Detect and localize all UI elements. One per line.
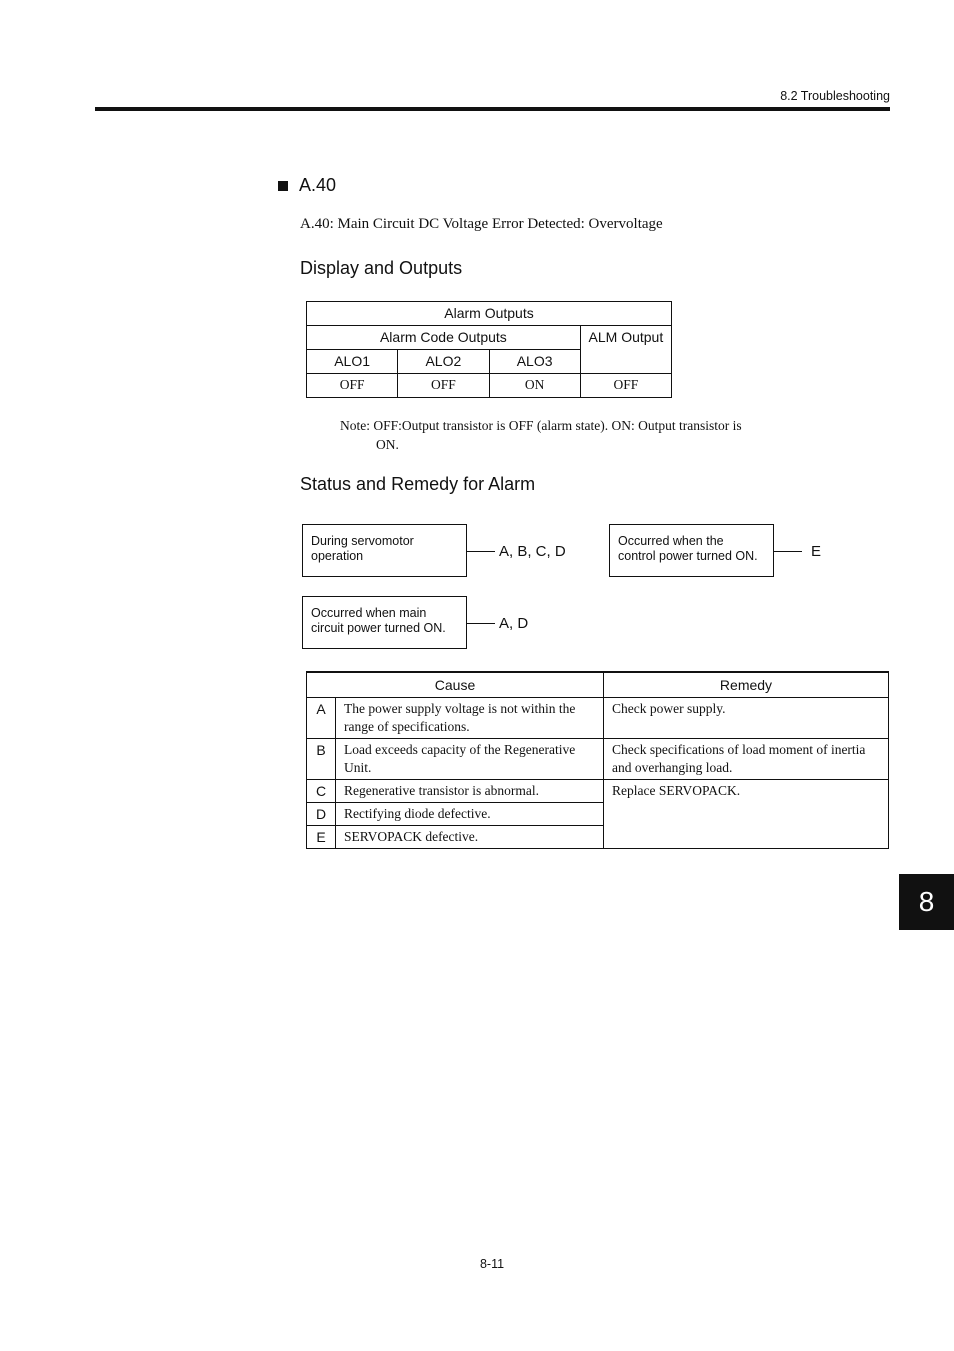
cause-letter: E: [307, 826, 336, 849]
header-rule: [95, 107, 890, 111]
connector-line: [467, 623, 495, 624]
connector-line: [467, 551, 495, 552]
running-header: 8.2 Troubleshooting: [780, 89, 890, 103]
status-box-control-power: [609, 524, 774, 577]
table-row: [307, 698, 889, 739]
alarm-outputs-header: Alarm Outputs: [307, 302, 672, 326]
status-box-text-line: control power turned ON.: [618, 549, 758, 563]
status-tag-servomotor: A, B, C, D: [499, 543, 566, 560]
status-box-text-line: Occurred when the: [618, 534, 724, 548]
remedy-header: Remedy: [604, 672, 889, 698]
status-box-text-line: During servomotor: [311, 534, 414, 548]
cause-text: The power supply voltage is not within the range of specifications.: [336, 698, 604, 739]
status-tag-control-power: E: [811, 543, 822, 560]
status-remedy-heading: Status and Remedy for Alarm: [300, 474, 536, 494]
status-box-text-line: circuit power turned ON.: [311, 621, 446, 635]
alarm-outputs-table: [306, 301, 672, 398]
alarm-code-outputs-header: Alarm Code Outputs: [307, 326, 581, 350]
alarm-code: A.40: [299, 175, 337, 195]
cause-text: Rectifying diode defective.: [336, 803, 604, 826]
column-header-alo2: ALO2: [398, 350, 489, 374]
status-box-text-line: operation: [311, 549, 364, 563]
cause-letter: C: [307, 780, 336, 803]
status-box-servomotor-operation: [302, 524, 467, 577]
cause-letter: A: [307, 698, 336, 739]
cause-header: Cause: [307, 672, 604, 698]
value-alo3: ON: [489, 374, 580, 398]
note-line-1: Note: OFF:Output transistor is OFF (alarm state). ON: Output transistor is: [340, 418, 742, 433]
status-tag-main-circuit: A, D: [499, 615, 529, 632]
cause-text: SERVOPACK defective.: [336, 826, 604, 849]
cause-letter: B: [307, 739, 336, 780]
page-number: 8-11: [479, 1257, 505, 1271]
value-alo2: OFF: [398, 374, 489, 398]
value-alm: OFF: [580, 374, 671, 398]
connector-line: [774, 551, 802, 552]
column-header-alo1: ALO1: [307, 350, 398, 374]
table-row: [307, 739, 889, 780]
cause-letter: D: [307, 803, 336, 826]
column-header-alo3: ALO3: [489, 350, 580, 374]
outputs-note: [340, 416, 780, 454]
remedy-text: Check power supply.: [604, 698, 889, 739]
note-line-2: ON.: [376, 437, 399, 452]
cause-text: Regenerative transistor is abnormal.: [336, 780, 604, 803]
alarm-title: A.40: Main Circuit DC Voltage Error Detected: Overvoltage: [300, 216, 663, 232]
square-bullet-icon: [278, 181, 288, 191]
value-alo1: OFF: [307, 374, 398, 398]
display-outputs-heading: Display and Outputs: [300, 258, 463, 278]
remedy-text: Replace SERVOPACK.: [604, 780, 889, 849]
alm-output-header: ALM Output: [580, 326, 671, 374]
chapter-tab: 8: [899, 874, 954, 930]
status-box-text-line: Occurred when main: [311, 606, 427, 620]
status-box-main-circuit-power: [302, 596, 467, 649]
cause-text: Load exceeds capacity of the Regenerative Unit.: [336, 739, 604, 780]
remedy-text: Check specifications of load moment of inertia and overhanging load.: [604, 739, 889, 780]
section-heading: [278, 175, 336, 196]
table-row: [307, 780, 889, 803]
cause-remedy-table: [306, 671, 889, 849]
